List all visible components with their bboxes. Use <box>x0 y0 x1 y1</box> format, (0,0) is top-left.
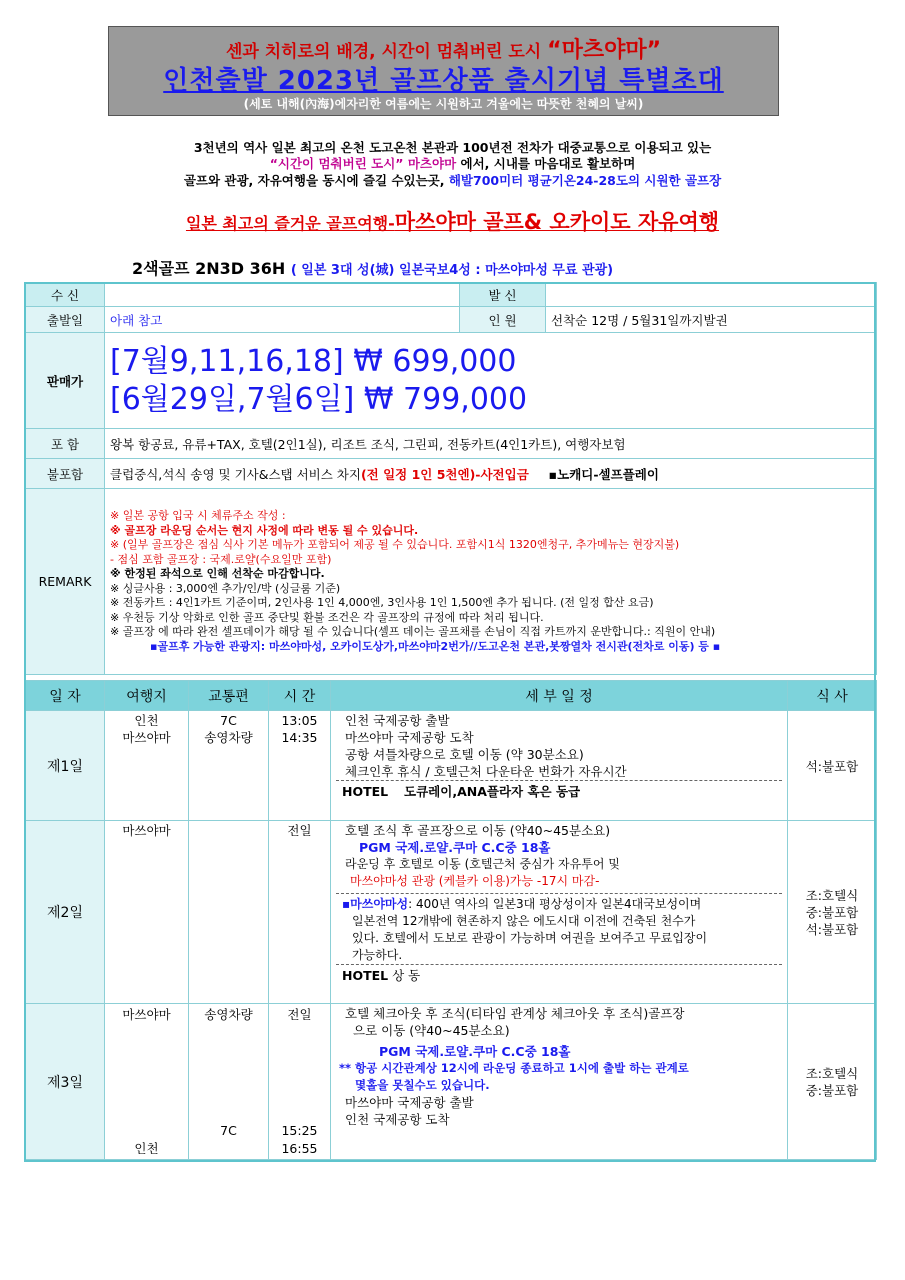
table-row <box>26 821 877 1004</box>
product-subtitle: 2색골프 2N3D 36H ( 일본 3대 성(城) 일본국보4성 : 마쓰야마성 무료 관광) <box>132 259 614 278</box>
col-detail: 세 부 일 정 <box>331 681 788 711</box>
day-meal: 조:호텔식 중:불포함 <box>788 1004 877 1160</box>
day-time: 13:05 14:35 <box>269 711 331 821</box>
day-place: 인천 마쓰야마 <box>105 711 189 821</box>
col-place: 여행지 <box>105 681 189 711</box>
col-day: 일 자 <box>26 681 105 711</box>
intro-line1: 3천년의 역사 일본 최고의 온천 도고온천 본관과 100년전 전차가 대중교통으로 이용되고 있는 <box>193 140 712 155</box>
day-meal: 조:호텔식 중:불포함 석:불포함 <box>788 821 877 1004</box>
day-place: 마쓰야마 인천 <box>105 1004 189 1160</box>
day-transport <box>189 821 269 1004</box>
remark-item: ※ 우천등 기상 악화로 인한 골프 중단및 환불 조건은 각 골프장의 규정에 따라 처리 됩니다. <box>110 610 544 624</box>
price-line1: [7월9,11,16,18] ₩ 699,000 <box>110 343 517 379</box>
remark-item: ※ 골프장 라운딩 순서는 현지 사정에 따라 변동 될 수 있습니다. <box>110 523 419 537</box>
day-detail: 호텔 조식 후 골프장으로 이동 (약40~45분소요) PGM 국제.로얄.쿠마 C.C중 18홀 라운딩 후 호텔로 이동 (호텔근처 중심가 자유투어 및 마쓰야마성 관광 (케블카 이용)가능 -17시 마감- ▪마쓰야마성: 400년 역사의 일본3대 평상성이자 일본4대국보성이며 일본전역 12개밖에 현존하지 않은 에도시대 이전에 건축된 천수가 있다. 호텔에서 도보로 관광이 가능하며 여권을 보여주고 무료입장이 가능하다. HOTEL 상 동 <box>331 821 788 1004</box>
included-label: 포 함 <box>26 429 105 459</box>
remark-item: - 점심 포함 골프장 : 국제.로얄(수요일만 포함) <box>110 552 332 566</box>
banner-title: 인천출발 2023년 골프상품 출시기념 특별초대 <box>163 66 724 96</box>
day-detail: 호텔 체크아웃 후 조식(티타임 관계상 체크아웃 후 조식)골프장 으로 이동 (약40~45분소요) PGM 국제.로얄.쿠마 C.C중 18홀 ** 항공 시간관계상 12시에 라운딩 종료하고 1시에 출발 하는 관계로 몇홀을 못칠수도 있습니다. 마쓰야마 국제공항 출발 인천 국제공항 도착 <box>331 1004 788 1160</box>
col-time: 시 간 <box>269 681 331 711</box>
remark-item: ※ 일본 공항 입국 시 체류주소 작성 : <box>110 509 286 522</box>
day-meal: 석:불포함 <box>788 711 877 821</box>
day-label: 제2일 <box>26 821 105 1004</box>
col-transport: 교통편 <box>189 681 269 711</box>
banner-subtitle: (세토 내해(內海)에자리한 여름에는 시원하고 겨울에는 따뜻한 천혜의 날씨) <box>243 97 644 111</box>
sender-value <box>546 283 877 307</box>
remark-item: ※ 싱글사용 : 3,000엔 추가/인/박 (싱글룸 기준) <box>110 581 341 595</box>
sender-label: 발 신 <box>460 283 546 307</box>
recipient-value <box>105 283 460 307</box>
day-transport: 7C 송영차량 <box>189 711 269 821</box>
title-banner <box>108 26 779 116</box>
day-detail: 인천 국제공항 출발 마쓰야마 국제공항 도착 공항 셔틀차량으로 호텔 이동 (약 30분소요) 체크인후 휴식 / 호텔근처 다운타운 번화가 자유시간 HOTEL 도큐레이,ANA플라자 혹은 동급 <box>331 711 788 821</box>
remark-item: ※ 전동카트 : 4인1카트 기준이며, 2인사용 1인 4,000엔, 3인사용 1인 1,500엔 추가 됩니다. (전 일정 합산 요금) <box>110 596 654 609</box>
included-value: 왕복 항공료, 유류+TAX, 호텔(2인1실), 리조트 조식, 그린피, 전동카트(4인1카트), 여행자보험 <box>105 429 877 459</box>
day-label: 제1일 <box>26 711 105 821</box>
price-line2: [6월29일,7월6일] ₩ 799,000 <box>110 381 528 417</box>
day-time: 전일 <box>269 821 331 1004</box>
remark-item: ※ (일부 골프장은 점심 식사 기본 메뉴가 포함되어 제공 될 수 있습니다. 포함시1식 1320엔청구, 추가메뉴는 현장지불) <box>110 538 680 551</box>
banner-line1: 센과 치히로의 배경, 시간이 멈춰버린 도시 “마츠야마” <box>225 38 662 63</box>
table-row <box>26 1004 877 1160</box>
remark-list <box>105 489 877 675</box>
col-meal: 식 사 <box>788 681 877 711</box>
remark-label: REMARK <box>26 489 105 675</box>
people-value: 선착순 12명 / 5월31일까지발권 <box>546 307 877 333</box>
table-row <box>26 711 877 821</box>
departure-value: 아래 참고 <box>105 307 460 333</box>
schedule-table <box>25 680 877 1160</box>
recipient-label: 수 신 <box>26 283 105 307</box>
intro-line2: “시간이 멈춰버린 도시” 마츠야마 에서, 시내를 마음대로 활보하며 <box>269 156 636 171</box>
remark-item: ▪골프후 가능한 관광지: 마쓰야마성, 오카이도상가,마쓰야마2번가//도고온천 본관,봇짱열차 전시관(전차로 이동) 등 ▪ <box>150 639 721 653</box>
remark-item: ※ 골프장 에 따라 완전 셀프데이가 해당 될 수 있습니다(셀프 데이는 골프채를 손님이 직접 카트까지 운반합니다.: 직원이 안내) <box>110 625 716 638</box>
day-time: 전일 15:25 16:55 <box>269 1004 331 1160</box>
day-place: 마쓰야마 <box>105 821 189 1004</box>
remark-item: ※ 한정된 좌석으로 인해 선착순 마감합니다. <box>110 567 325 580</box>
day-transport: 송영차량 7C <box>189 1004 269 1160</box>
people-label: 인 원 <box>460 307 546 333</box>
price-cell <box>105 333 877 429</box>
day-label: 제3일 <box>26 1004 105 1160</box>
departure-label: 출발일 <box>26 307 105 333</box>
product-title: 일본 최고의 즐거운 골프여행-마쓰야마 골프& 오카이도 자유여행 <box>185 210 720 234</box>
info-table <box>25 282 877 675</box>
excluded-value: 클럽중식,석식 송영 및 기사&스탭 서비스 차지(전 일정 1인 5천엔)-사전입금 ▪노캐디-셀프플레이 <box>105 459 877 489</box>
price-label: 판매가 <box>26 333 105 429</box>
excluded-label: 불포함 <box>26 459 105 489</box>
intro-line3: 골프와 관광, 자유여행을 동시에 즐길 수있는곳, 해발700미터 평균기온24-28도의 시원한 골프장 <box>183 173 722 188</box>
